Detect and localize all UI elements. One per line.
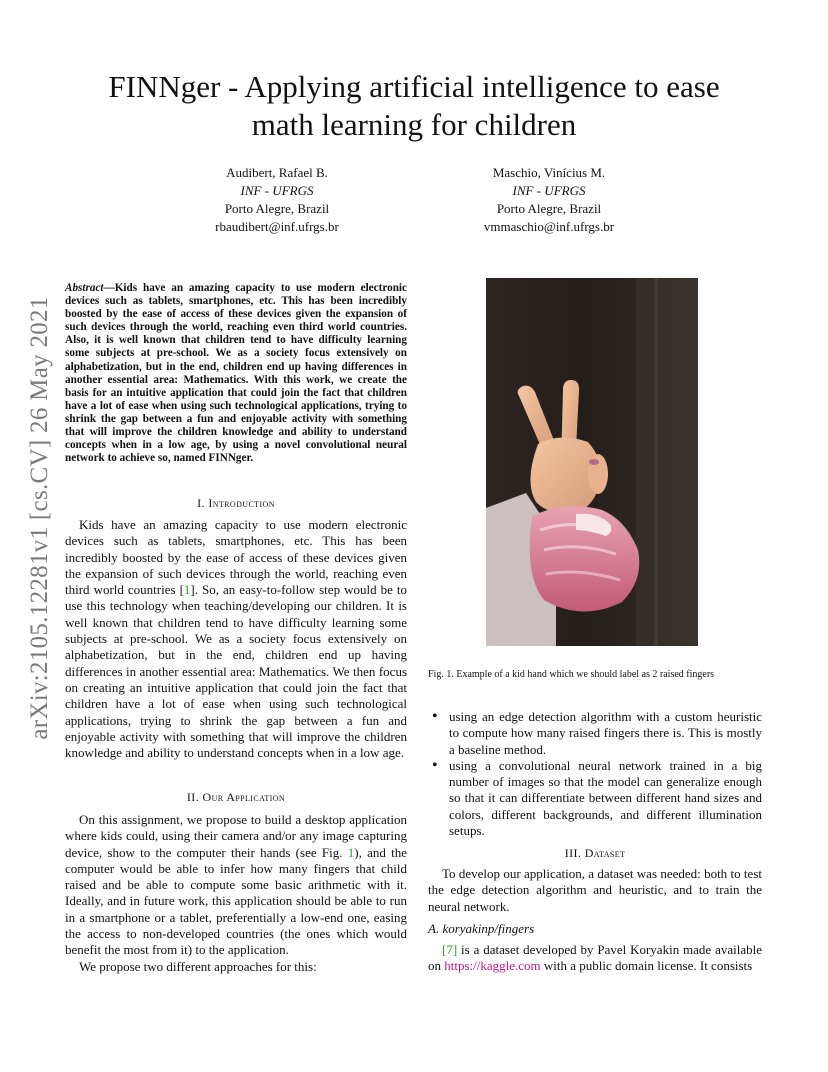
dataset-body (428, 866, 762, 915)
application-body (65, 812, 407, 975)
paragraph: [7] is a dataset developed by Pavel Koryakin made available on https://kaggle.com with a public domain license. It consists (428, 942, 762, 974)
title-line-2: math learning for children (251, 107, 577, 142)
figure-1-caption: Fig. 1. Example of a kid hand which we should label as 2 raised fingers (428, 669, 715, 680)
author-email: rbaudibert@inf.ufrgs.br (215, 219, 339, 234)
author-location: Porto Alegre, Brazil (496, 201, 602, 216)
author-location: Porto Alegre, Brazil (224, 201, 330, 216)
arxiv-stamp-text: arXiv:2105.12281v1 [cs.CV] 26 May 2021 (26, 295, 53, 740)
dataset-description (428, 942, 762, 975)
section-heading-dataset: III. Dataset (564, 846, 626, 860)
figure-1-photo (486, 278, 698, 646)
list-item: • using a convolutional neural network trained in a big number of images so that the model can generalize enough so that it can differentiate between different hand sizes and colors, different backgrounds, and different illumination setups. (428, 758, 762, 839)
abstract-text: —Kids have an amazing capacity to use modern electronic devices such as tablets, smartphones, etc. This has been incredibly boosted by the ease of access of these devices given the expansion of such devices through the world, reaching even third world countries. Also, it is well known that children tend to have difficulty learning some subjects at pre-school. We as a society focus extensively on alphabetization, but in the end, children end up having differences in another essential area: Mathematics. With this work, we create the basis for an intuitive application that could join the fact that children have a lot of ease when using such technological applications, trying to shrink the gap between a fun and enjoyable activity with something that will improve the children knowledge and ability to understand concepts when in a low age, by using a novel convolutional neural network to achieve so, named FINNger. (65, 282, 407, 465)
author-affiliation: INF - UFRGS (240, 183, 314, 198)
paragraph: We propose two different approaches for this: (79, 958, 317, 974)
citation-link[interactable]: 1 (183, 582, 191, 598)
kaggle-link[interactable]: https://kaggle.com (444, 958, 541, 974)
subsection-heading-koryakinp-fingers: A. koryakinp/fingers (428, 921, 535, 936)
author-block-2 (439, 164, 659, 236)
section-heading-our-application: II. Our Application (186, 790, 286, 804)
abstract (65, 282, 407, 465)
abstract-label: Abstract (65, 282, 104, 294)
author-affiliation: INF - UFRGS (512, 183, 586, 198)
author-name: Audibert, Rafael B. (226, 165, 328, 180)
arxiv-stamp (25, 275, 55, 760)
section-heading-introduction: I. Introduction (197, 496, 275, 510)
title-line-1: FINNger - Applying artificial intelligence to ease (108, 69, 720, 104)
paragraph: To develop our application, a dataset was needed: both to test the edge detection algorithm and heuristic, and to train the neural network. (428, 866, 762, 914)
citation-link[interactable]: 7 (446, 942, 453, 957)
figure-reference-link[interactable]: 1 (347, 844, 355, 860)
list-item: • using an edge detection algorithm with a custom heuristic to compute how many raised fingers there is. This is mostly a baseline method. (428, 709, 762, 758)
paper-title (0, 68, 828, 144)
author-block-1 (167, 164, 387, 236)
introduction-body (65, 517, 407, 761)
paragraph: Kids have an amazing capacity to use modern electronic devices such as tablets, smartphones, etc. This has been incredibly boosted by the ease of access of these devices given the expansion of such devices through the world, reaching even third world countries [1]. So, an easy-to-follow step would be to use this technology when teaching/developing our children. It is well known that children tend to have difficulty learning some subjects at pre-school. We as a society focus extensively on alphabetization, but in the end, children end up having differences in another essential area: Mathematics. We then focus on creating an intuitive application that could join the fact that children have a lot of ease when using such technological applications, trying to shrink the gap between a fun and enjoyable activity with something that will improve the children knowledge and ability to understand concepts when in a low age. (65, 517, 407, 761)
author-email: vmmaschio@inf.ufrgs.br (483, 219, 615, 234)
approach-list (428, 709, 762, 839)
author-name: Maschio, Vinícius M. (492, 165, 606, 180)
paragraph: On this assignment, we propose to build a desktop application where kids could, using their camera and/or any image capturing device, show to the computer their hands (see Fig. 1), and the computer would be able to infer how many fingers that child raised and be able to compute some basic arithmetic with it. Ideally, and in future work, this application should be able to run in a smartphone or a tablet, preferentially a low-end one, easing the access to non-developed countries (the ones which would benefit the most from it) to the application. (65, 812, 407, 958)
